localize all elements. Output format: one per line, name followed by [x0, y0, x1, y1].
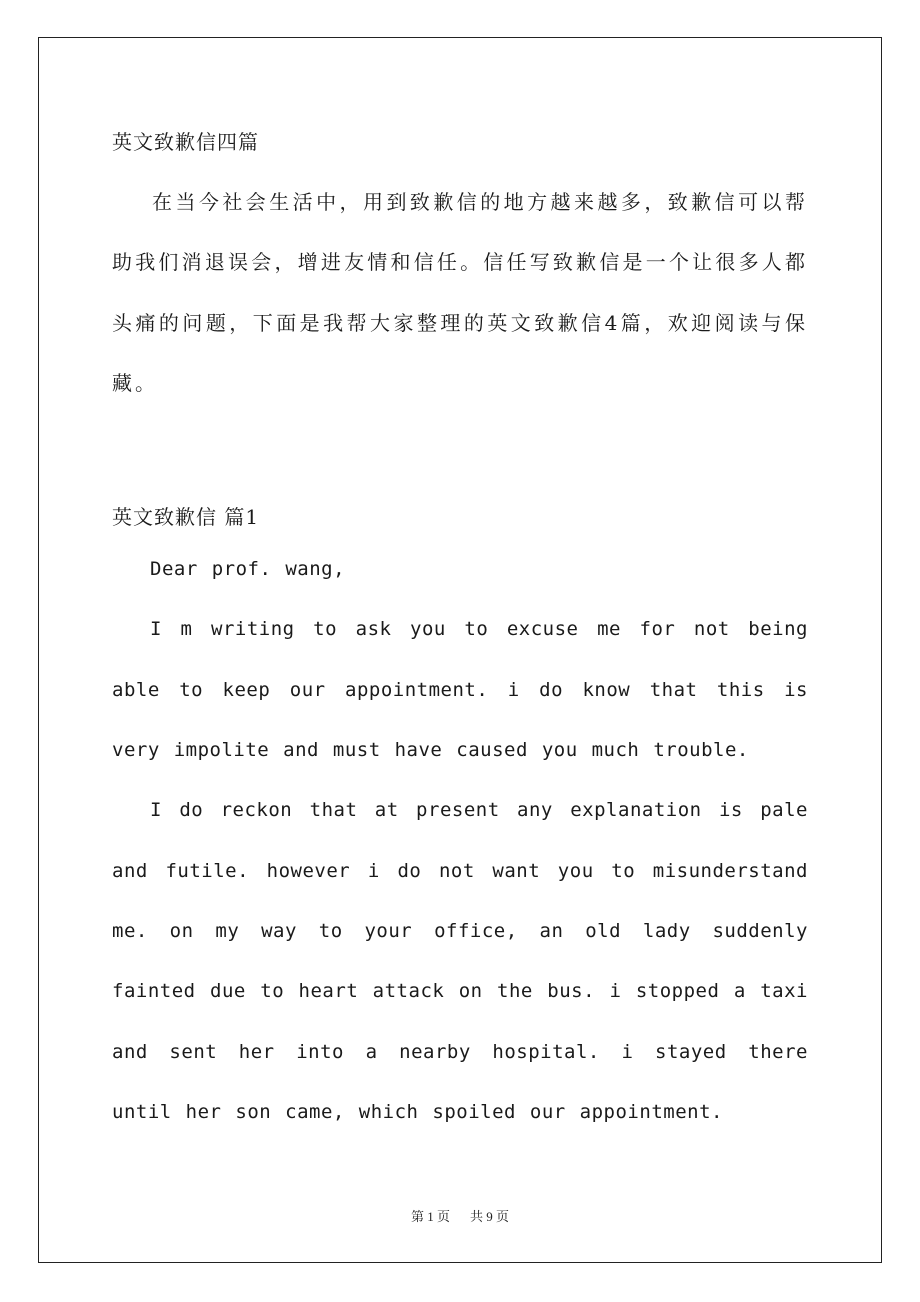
- page-number: 第 1 页: [410, 1209, 450, 1224]
- intro-paragraph: 在当今社会生活中，用到致歉信的地方越来越多，致歉信可以帮助我们消退误会，增进友情和信任。信任写致歉信是一个让很多人都头痛的问题，下面是我帮大家整理的英文致歉信4篇，欢迎阅读与保藏。: [112, 190, 808, 395]
- section-heading-1: 英文致歉信 篇1: [112, 505, 260, 530]
- letter-salutation: Dear prof. wang,: [150, 558, 346, 581]
- document-body: [112, 120, 808, 1142]
- letter-paragraph-2: I do reckon that at present any explanation is pale and futile. however i do not want you to misunderstand me. on my way to your office, an old lady suddenly fainted due to heart attack on the bus. i stopped a taxi and sent her into a nearby hospital. i stayed there until her son came, which spoiled our appointment.: [112, 799, 808, 1123]
- document-title: 英文致歉信四篇: [112, 130, 259, 154]
- letter-paragraph-1: I m writing to ask you to excuse me for not being able to keep our appointment. i do know that this is very impolite and must have caused you much trouble.: [112, 618, 808, 762]
- page-total: 共 9 页: [470, 1209, 510, 1224]
- page-footer: [0, 1206, 920, 1225]
